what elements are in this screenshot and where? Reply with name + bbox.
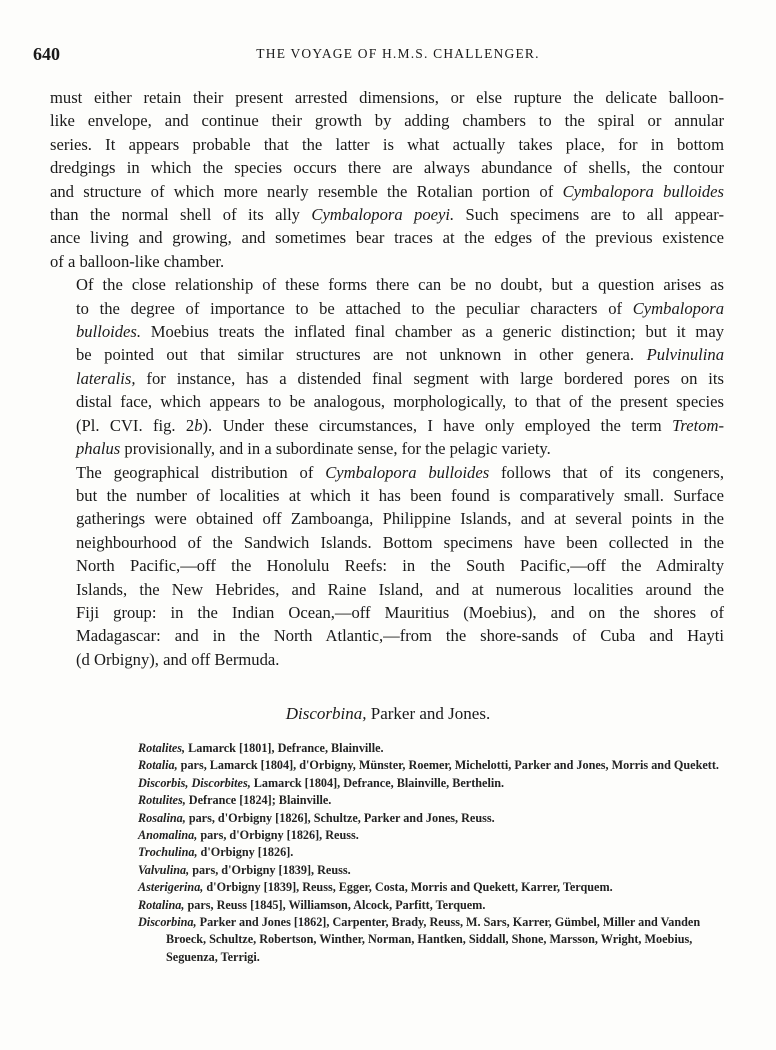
synonymy-entry bbox=[138, 810, 728, 827]
synonym-citation: d'Orbigny [1826]. bbox=[197, 845, 294, 860]
text-run: series. It appears probable that the latter is what actually takes place, for in bottom bbox=[50, 134, 724, 154]
synonymy-list bbox=[138, 740, 728, 966]
text-run: but the number of localities at which it has been found is comparatively small. Surface bbox=[76, 485, 724, 505]
paragraph bbox=[50, 86, 724, 273]
running-title: THE VOYAGE OF H.M.S. CHALLENGER. bbox=[256, 46, 540, 61]
text-run: gatherings were obtained off Zamboanga, Philippine Islands, and at several points in the bbox=[76, 509, 724, 529]
synonym-name: Trochulina, bbox=[138, 845, 198, 860]
synonym-name: Rotalina, bbox=[138, 897, 185, 912]
text-line bbox=[50, 273, 724, 296]
synonym-name: Rotulites, bbox=[138, 793, 186, 808]
section-heading bbox=[0, 704, 776, 724]
text-line bbox=[50, 297, 724, 320]
text-line bbox=[50, 484, 724, 507]
text-line bbox=[50, 648, 724, 671]
synonym-citation: Lamarck [1801], Defrance, Blainville. bbox=[185, 741, 384, 755]
text-run: dredgings in which the species occurs there are always abundance of shells, the contour bbox=[50, 158, 724, 178]
text-line bbox=[50, 226, 724, 249]
synonym-citation: pars, d'Orbigny [1826], Schultze, Parker and Jones, Reuss. bbox=[185, 810, 495, 825]
synonym-citation: pars, d'Orbigny [1839], Reuss. bbox=[189, 862, 351, 877]
synonym-name: Discorbina, bbox=[138, 915, 197, 930]
synonym-name: Rotalia, bbox=[138, 758, 178, 773]
italic-run: phalus bbox=[76, 439, 121, 459]
synonymy-entry bbox=[138, 897, 728, 914]
text-line bbox=[50, 507, 724, 530]
text-line bbox=[50, 343, 724, 366]
text-line bbox=[50, 437, 724, 460]
text-run: North Pacific,—off the Honolulu Reefs: in the South Pacific,—off the Admiralty bbox=[76, 556, 724, 576]
synonym-name: Rosalina, bbox=[138, 810, 186, 825]
text-run: The geographical distribution of bbox=[76, 462, 326, 482]
text-line bbox=[50, 578, 724, 601]
text-line bbox=[50, 86, 724, 109]
synonymy-entry bbox=[138, 757, 728, 774]
text-run: follows that of its congeners, bbox=[489, 462, 724, 482]
synonymy-entry bbox=[138, 879, 728, 896]
synonymy-entry bbox=[138, 792, 728, 809]
text-line bbox=[50, 461, 724, 484]
text-run: Fiji group: in the Indian Ocean,—off Mauritius (Moebius), and on the shores of bbox=[76, 602, 724, 622]
synonymy-entry bbox=[138, 775, 728, 792]
synonymy-entry bbox=[138, 914, 728, 966]
synonym-citation: pars, d'Orbigny [1826], Reuss. bbox=[197, 828, 359, 843]
italic-run: Cymbalopora poeyi. bbox=[311, 205, 455, 225]
synonym-name: Discorbis, Discorbites, bbox=[138, 775, 251, 790]
italic-run: bulloides. bbox=[76, 322, 141, 342]
text-run: to the degree of importance to be attached to the peculiar characters of bbox=[76, 298, 633, 318]
text-run: ). Under these circumstances, I have only employed the term bbox=[202, 415, 673, 435]
italic-run: lateralis, bbox=[76, 368, 136, 388]
page-header bbox=[0, 44, 776, 68]
text-line bbox=[50, 390, 724, 413]
text-run: Madagascar: and in the North Atlantic,—from the shore-sands of Cuba and Hayti bbox=[76, 626, 724, 646]
genus-name: Discorbina, bbox=[285, 704, 367, 723]
italic-run: Cymbalopora bulloides bbox=[562, 181, 724, 201]
page-number: 640 bbox=[33, 44, 60, 64]
text-run: must either retain their present arrested dimensions, or else rupture the delicate balloon- bbox=[50, 88, 724, 107]
italic-run: Tretom- bbox=[672, 415, 725, 435]
text-line bbox=[50, 554, 724, 577]
text-line bbox=[50, 320, 724, 343]
synonym-citation: pars, Reuss [1845], Williamson, Alcock, Parfitt, Terquem. bbox=[184, 897, 486, 912]
text-run: and structure of which more nearly resemble the Rotalian portion of bbox=[50, 181, 563, 201]
text-line bbox=[50, 250, 724, 273]
synonymy-entry bbox=[138, 740, 728, 757]
synonym-citation: Lamarck [1804], Defrance, Blainville, Berthelin. bbox=[250, 775, 505, 790]
synonymy-entry bbox=[138, 827, 728, 844]
text-run: neighbourhood of the Sandwich Islands. Bottom specimens have been collected in the bbox=[76, 532, 724, 552]
text-run: Islands, the New Hebrides, and Raine Island, and at numerous localities around the bbox=[76, 579, 724, 599]
text-line bbox=[50, 156, 724, 179]
text-run: like envelope, and continue their growth by adding chambers to the spiral or annular bbox=[50, 111, 724, 131]
text-run: provisionally, and in a subordinate sense, for the pelagic variety. bbox=[120, 439, 551, 459]
italic-run: Cymbalopora bbox=[632, 298, 724, 318]
synonym-citation: pars, Lamarck [1804], d'Orbigny, Münster, Roemer, Michelotti, Parker and Jones, Morris and Quekett. bbox=[177, 758, 719, 773]
body-text bbox=[50, 86, 724, 671]
synonym-name: Rotalites, bbox=[138, 741, 186, 755]
synonym-citation: d'Orbigny [1839], Reuss, Egger, Costa, Morris and Quekett, Karrer, Terquem. bbox=[203, 880, 613, 895]
text-line bbox=[50, 601, 724, 624]
paragraph bbox=[50, 461, 724, 672]
paragraph bbox=[50, 273, 724, 460]
text-line bbox=[50, 531, 724, 554]
text-run: ance living and growing, and sometimes bear traces at the edges of the previous existence bbox=[50, 228, 724, 248]
text-line bbox=[50, 133, 724, 156]
text-run: for instance, has a distended final segment with large bordered pores on its bbox=[135, 368, 724, 388]
text-run: Of the close relationship of these forms there can be no doubt, but a question arises as bbox=[76, 275, 724, 295]
genus-authors: Parker and Jones. bbox=[366, 704, 491, 723]
synonym-name: Valvulina, bbox=[138, 862, 190, 877]
text-run: distal face, which appears to be analogous, morphologically, to that of the present species bbox=[76, 392, 724, 412]
italic-run: Pulvinulina bbox=[646, 345, 724, 365]
text-run: (d Orbigny), and off Bermuda. bbox=[76, 649, 280, 669]
text-run: (Pl. CVI. fig. 2 bbox=[76, 415, 195, 435]
text-line bbox=[50, 367, 724, 390]
text-run: Such specimens are to all appear- bbox=[454, 205, 724, 225]
text-run: than the normal shell of its ally bbox=[50, 205, 312, 225]
synonym-name: Anomalina, bbox=[138, 828, 198, 843]
synonym-name: Asterigerina, bbox=[138, 880, 204, 895]
text-line bbox=[50, 624, 724, 647]
text-line bbox=[50, 109, 724, 132]
italic-run: b bbox=[194, 415, 203, 435]
italic-run: Cymbalopora bulloides bbox=[325, 462, 490, 482]
text-run: of a balloon-like chamber. bbox=[50, 251, 225, 271]
synonymy-entry bbox=[138, 862, 728, 879]
synonym-citation: Defrance [1824]; Blainville. bbox=[185, 793, 332, 808]
text-run: Moebius treats the inflated final chamber as a generic distinction; but it may bbox=[141, 322, 724, 342]
text-run: be pointed out that similar structures are not unknown in other genera. bbox=[76, 345, 647, 365]
text-line bbox=[50, 414, 724, 437]
synonym-citation: Parker and Jones [1862], Carpenter, Brady, Reuss, M. Sars, Karrer, Gümbel, Miller and Vanden Broeck, Schultze, Robertson, Winther, Norman, Hantken, Siddall, Shone, Marsson, Wright, Moebius, Seguenza, Terrigi. bbox=[166, 915, 701, 964]
text-line bbox=[50, 180, 724, 203]
synonymy-entry bbox=[138, 844, 728, 861]
text-line bbox=[50, 203, 724, 226]
